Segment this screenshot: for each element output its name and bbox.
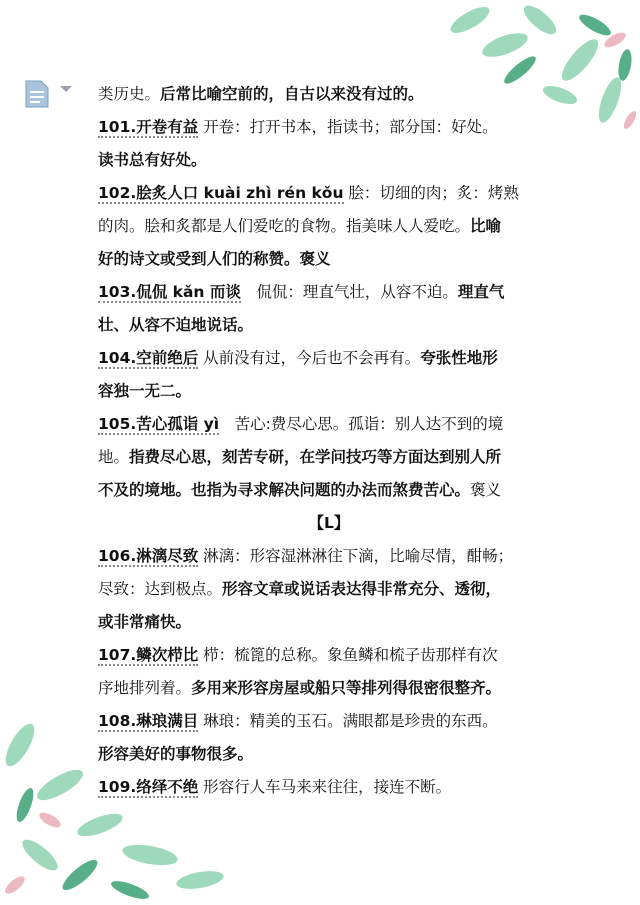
bold-text: 夸张性地形 <box>420 349 498 367</box>
document-body <box>98 80 560 806</box>
bold-text: 容独一无二。 <box>98 382 192 400</box>
text-line <box>98 179 560 212</box>
text-line <box>98 245 560 278</box>
bold-text: 不及的境地。也指为寻求解决问题的办法而煞费苦心。 <box>98 481 471 499</box>
idiom-term: 104.空前绝后 <box>98 349 199 367</box>
bold-text: 形容美好的事物很多。 <box>98 745 254 763</box>
text-line <box>98 278 560 311</box>
plain-text: 侃侃：理直气壮，从容不迫。 <box>240 283 458 301</box>
idiom-term: 108.琳琅满目 <box>98 712 199 730</box>
idiom-term: 106.淋漓尽致 <box>98 547 199 565</box>
plain-text: 地。 <box>98 448 130 466</box>
text-line <box>98 641 560 674</box>
bold-text: 【L】 <box>308 514 350 532</box>
text-line <box>98 575 560 608</box>
plain-text: 栉：梳篦的总称。象鱼鳞和梳子齿那样有次 <box>198 646 498 664</box>
text-line <box>98 707 560 740</box>
text-line <box>98 443 560 476</box>
bold-text: 比喻 <box>470 217 502 235</box>
plain-text: 形容行人车马来来往往，接连不断。 <box>198 778 452 796</box>
text-line <box>98 674 560 707</box>
bold-text: 多用来形容房屋或船只等排列得很密很整齐。 <box>191 679 502 697</box>
idiom-term: 109.络绎不绝 <box>98 778 199 796</box>
bold-text: 指费尽心思，刻苦专研，在学问技巧等方面达到别人所 <box>129 448 502 466</box>
text-line <box>98 542 560 575</box>
bold-text: 形容文章或说话表达得非常充分、透彻， <box>222 580 502 598</box>
text-line <box>98 476 560 509</box>
text-line <box>98 509 560 542</box>
plain-text: 从前没有过，今后也不会再有。 <box>198 349 421 367</box>
plain-text: 褒义 <box>470 481 502 499</box>
document-icon[interactable] <box>24 80 50 108</box>
idiom-term: 101.开卷有益 <box>98 118 199 136</box>
plain-text: 淋漓：形容湿淋淋往下滴，比喻尽情，酣畅； <box>198 547 514 565</box>
plain-text: 苦心:费尽心思。孤诣：别人达不到的境 <box>219 415 504 433</box>
text-line <box>98 80 560 113</box>
plain-text: 脍：切细的肉；炙：烤熟 <box>343 184 519 202</box>
idiom-term: 103.侃侃 kǎn 而谈 <box>98 283 241 301</box>
plain-text: 尽致：达到极点。 <box>98 580 223 598</box>
text-line <box>98 212 560 245</box>
bold-text: 后常比喻空前的，自古以来没有过的。 <box>160 85 424 103</box>
text-line <box>98 377 560 410</box>
bold-text: 或非常痛快。 <box>98 613 192 631</box>
idiom-term: 105.苦心孤诣 yì <box>98 415 220 433</box>
text-line <box>98 311 560 344</box>
text-line <box>98 146 560 179</box>
idiom-term: 102.脍炙人口 kuài zhì rén kǒu <box>98 184 344 202</box>
text-line <box>98 608 560 641</box>
text-line <box>98 773 560 806</box>
plain-text: 开卷：打开书本，指读书；部分国：好处。 <box>198 118 498 136</box>
plain-text: 序地排列着。 <box>98 679 192 697</box>
bold-text: 好的诗文或受到人们的称赞。褒义 <box>98 250 331 268</box>
text-line <box>98 740 560 773</box>
bold-text: 读书总有好处。 <box>98 151 207 169</box>
plain-text: 琳琅：精美的玉石。满眼都是珍贵的东西。 <box>198 712 498 730</box>
text-line <box>98 344 560 377</box>
text-line <box>98 113 560 146</box>
bold-text: 壮、从容不迫地说话。 <box>98 316 254 334</box>
plain-text: 类历史。 <box>98 85 161 103</box>
idiom-term: 107.鳞次栉比 <box>98 646 199 664</box>
text-line <box>98 410 560 443</box>
dropdown-arrow-icon[interactable] <box>60 86 72 92</box>
bold-text: 理直气 <box>457 283 505 301</box>
plain-text: 的肉。脍和炙都是人们爱吃的食物。指美味人人爱吃。 <box>98 217 471 235</box>
